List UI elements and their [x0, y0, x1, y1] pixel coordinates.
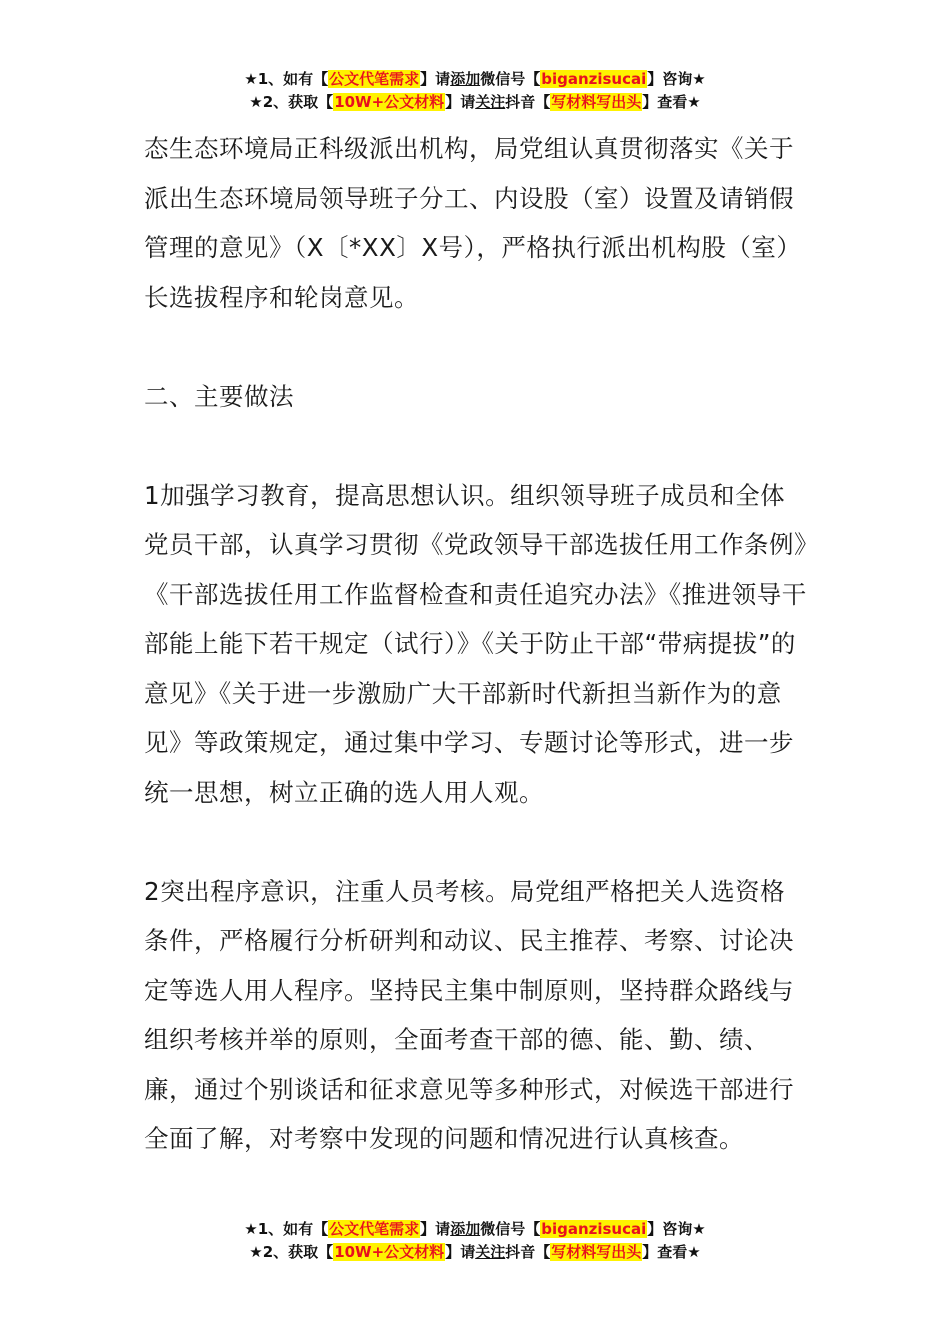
banner-highlight: 公文代笔需求	[329, 1220, 420, 1238]
banner-underlined-text: 添加	[450, 1220, 481, 1238]
banner-underlined-text: 关注	[475, 1243, 506, 1261]
banner-text: 】请	[420, 1220, 451, 1238]
banner-text: 】请	[445, 93, 476, 111]
banner-line-2	[0, 1241, 950, 1264]
banner-text: 】请	[420, 70, 451, 88]
banner-text: 抖音【	[505, 93, 551, 111]
banner-text: 】请	[445, 1243, 476, 1261]
banner-highlight: 写材料写出头	[551, 1243, 642, 1261]
section-heading: 二、主要做法	[144, 381, 294, 411]
paragraph-spacer	[144, 421, 808, 471]
paragraph-1: 1加强学习教育，提高思想认识。组织领导班子成员和全体党员干部，认真学习贯彻《党政领导干部选拔任用工作条例》《干部选拔任用工作监督检查和责任追究办法》《推进领导干部能上能下若干规定（试行）》《关于防止干部“带病提拔”的意见》《关于进一步激励广大干部新时代新担当新作为的意见》等政策规定，通过集中学习、专题讨论等形式，进一步统一思想，树立正确的选人用人观。	[144, 480, 807, 807]
banner-line-1	[0, 68, 950, 91]
banner-highlight: 10W+公文材料	[334, 1243, 445, 1261]
banner-highlight: 写材料写出头	[551, 93, 642, 111]
paragraph-spacer	[144, 817, 808, 867]
banner-text: 抖音【	[505, 1243, 551, 1261]
banner-highlight: biganzisucai	[541, 70, 647, 88]
banner-underlined-text: 添加	[450, 70, 481, 88]
paragraph-2: 2突出程序意识，注重人员考核。局党组严格把关人选资格条件，严格履行分析研判和动议、民主推荐、考察、讨论决定等选人用人程序。坚持民主集中制原则，坚持群众路线与组织考核并举的原则，全面考查干部的德、能、勤、绩、廉，通过个别谈话和征求意见等多种形式，对候选干部进行全面了解，对考察中发现的问题和情况进行认真核查。	[144, 876, 794, 1153]
banner-text: 微信号【	[480, 1220, 541, 1238]
banner-text: ★1、如有【	[244, 70, 329, 88]
banner-text: 】咨询★	[647, 1220, 706, 1238]
bottom-banner	[0, 1218, 950, 1264]
banner-text: ★2、获取【	[249, 1243, 334, 1261]
banner-line-1	[0, 1218, 950, 1241]
banner-text: 】查看★	[642, 93, 701, 111]
banner-line-2	[0, 91, 950, 114]
top-banner	[0, 68, 950, 114]
banner-text: 】咨询★	[647, 70, 706, 88]
banner-text: 】查看★	[642, 1243, 701, 1261]
banner-underlined-text: 关注	[475, 93, 506, 111]
intro-paragraph: 态生态环境局正科级派出机构，局党组认真贯彻落实《关于派出生态环境局领导班子分工、内设股（室）设置及请销假管理的意见》（X〔*XX〕X号），严格执行派出机构股（室）长选拔程序和轮岗意见。	[144, 134, 802, 312]
document-body	[144, 124, 808, 1164]
banner-highlight: biganzisucai	[541, 1220, 647, 1238]
banner-highlight: 10W+公文材料	[334, 93, 445, 111]
banner-highlight: 公文代笔需求	[329, 70, 420, 88]
banner-text: 微信号【	[480, 70, 541, 88]
banner-text: ★2、获取【	[249, 93, 334, 111]
banner-text: ★1、如有【	[244, 1220, 329, 1238]
paragraph-spacer	[144, 322, 808, 372]
